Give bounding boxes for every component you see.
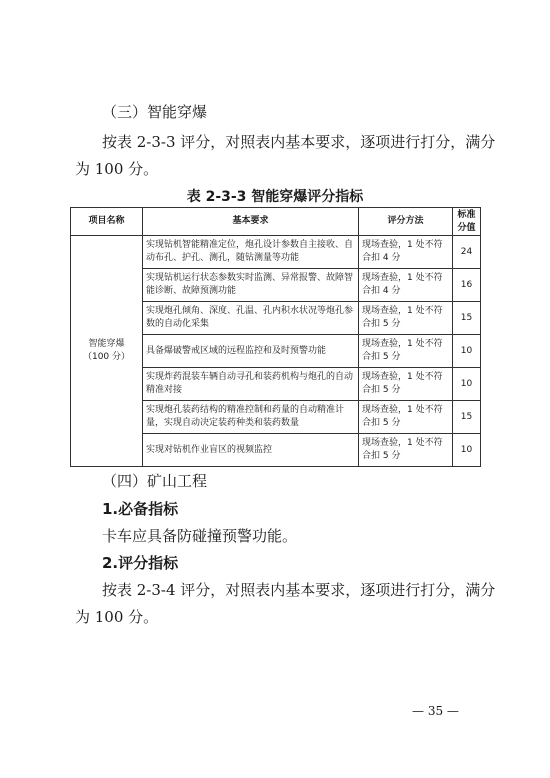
table-header-row xyxy=(71,208,481,236)
header-item-name: 项目名称 xyxy=(71,208,143,236)
score-cell: 10 xyxy=(453,368,481,401)
page-number: — 35 — xyxy=(412,704,459,718)
header-requirement: 基本要求 xyxy=(143,208,359,236)
scoring-table xyxy=(70,207,481,467)
section4-heading: （四）矿山工程 xyxy=(102,472,208,490)
item-name-line2: （100 分） xyxy=(82,352,131,362)
method-cell: 现场查验，1 处不符合扣 5 分 xyxy=(359,368,453,401)
method-cell: 现场查验，1 处不符合扣 5 分 xyxy=(359,434,453,467)
method-cell: 现场查验，1 处不符合扣 4 分 xyxy=(359,236,453,269)
score-cell: 10 xyxy=(453,434,481,467)
header-score-line2: 分值 xyxy=(457,222,476,233)
section4-instruction-line1: 按表 2-3-4 评分，对照表内基本要求，逐项进行打分，满分 xyxy=(102,581,496,599)
method-cell: 现场查验，1 处不符合扣 5 分 xyxy=(359,335,453,368)
requirement-cell: 实现炸药混装车辆自动寻孔和装药机构与炮孔的自动精准对接 xyxy=(143,368,359,401)
requirement-cell: 实现炮孔装药结构的精准控制和药量的自动精准计量，实现自动决定装药种类和装药数量 xyxy=(143,401,359,434)
requirement-cell: 实现对钻机作业盲区的视频监控 xyxy=(143,434,359,467)
section3-heading: （三）智能穿爆 xyxy=(102,103,208,121)
section3-instruction-line2: 为 100 分。 xyxy=(75,160,159,178)
score-cell: 16 xyxy=(453,269,481,302)
score-cell: 15 xyxy=(453,401,481,434)
header-score xyxy=(453,208,481,236)
requirement-cell: 具备爆破警戒区域的远程监控和及时预警功能 xyxy=(143,335,359,368)
header-method: 评分方法 xyxy=(359,208,453,236)
requirement-cell: 实现炮孔倾角、深度、孔温、孔内积水状况等炮孔参数的自动化采集 xyxy=(143,302,359,335)
sub2-heading: 2.评分指标 xyxy=(102,554,179,572)
method-cell: 现场查验，1 处不符合扣 4 分 xyxy=(359,269,453,302)
method-cell: 现场查验，1 处不符合扣 5 分 xyxy=(359,401,453,434)
requirement-cell: 实现钻机运行状态参数实时监测、异常报警、故障智能诊断、故障预测功能 xyxy=(143,269,359,302)
requirement-cell: 实现钻机智能精准定位，炮孔设计参数自主接收、自动布孔、护孔、测孔，随钻测量等功能 xyxy=(143,236,359,269)
score-cell: 15 xyxy=(453,302,481,335)
table-row xyxy=(71,236,481,269)
score-cell: 10 xyxy=(453,335,481,368)
method-cell: 现场查验，1 处不符合扣 5 分 xyxy=(359,302,453,335)
sub1-text: 卡车应具备防碰撞预警功能。 xyxy=(102,527,298,545)
header-score-line1: 标准 xyxy=(457,209,476,220)
item-name-cell xyxy=(71,236,143,467)
section3-instruction-line1: 按表 2-3-3 评分，对照表内基本要求，逐项进行打分，满分 xyxy=(102,133,496,151)
sub1-heading: 1.必备指标 xyxy=(102,500,179,518)
section4-instruction-line2: 为 100 分。 xyxy=(75,608,159,626)
score-cell: 24 xyxy=(453,236,481,269)
table-caption: 表 2-3-3 智能穿爆评分指标 xyxy=(186,189,364,205)
item-name-line1: 智能穿爆 xyxy=(88,339,125,349)
